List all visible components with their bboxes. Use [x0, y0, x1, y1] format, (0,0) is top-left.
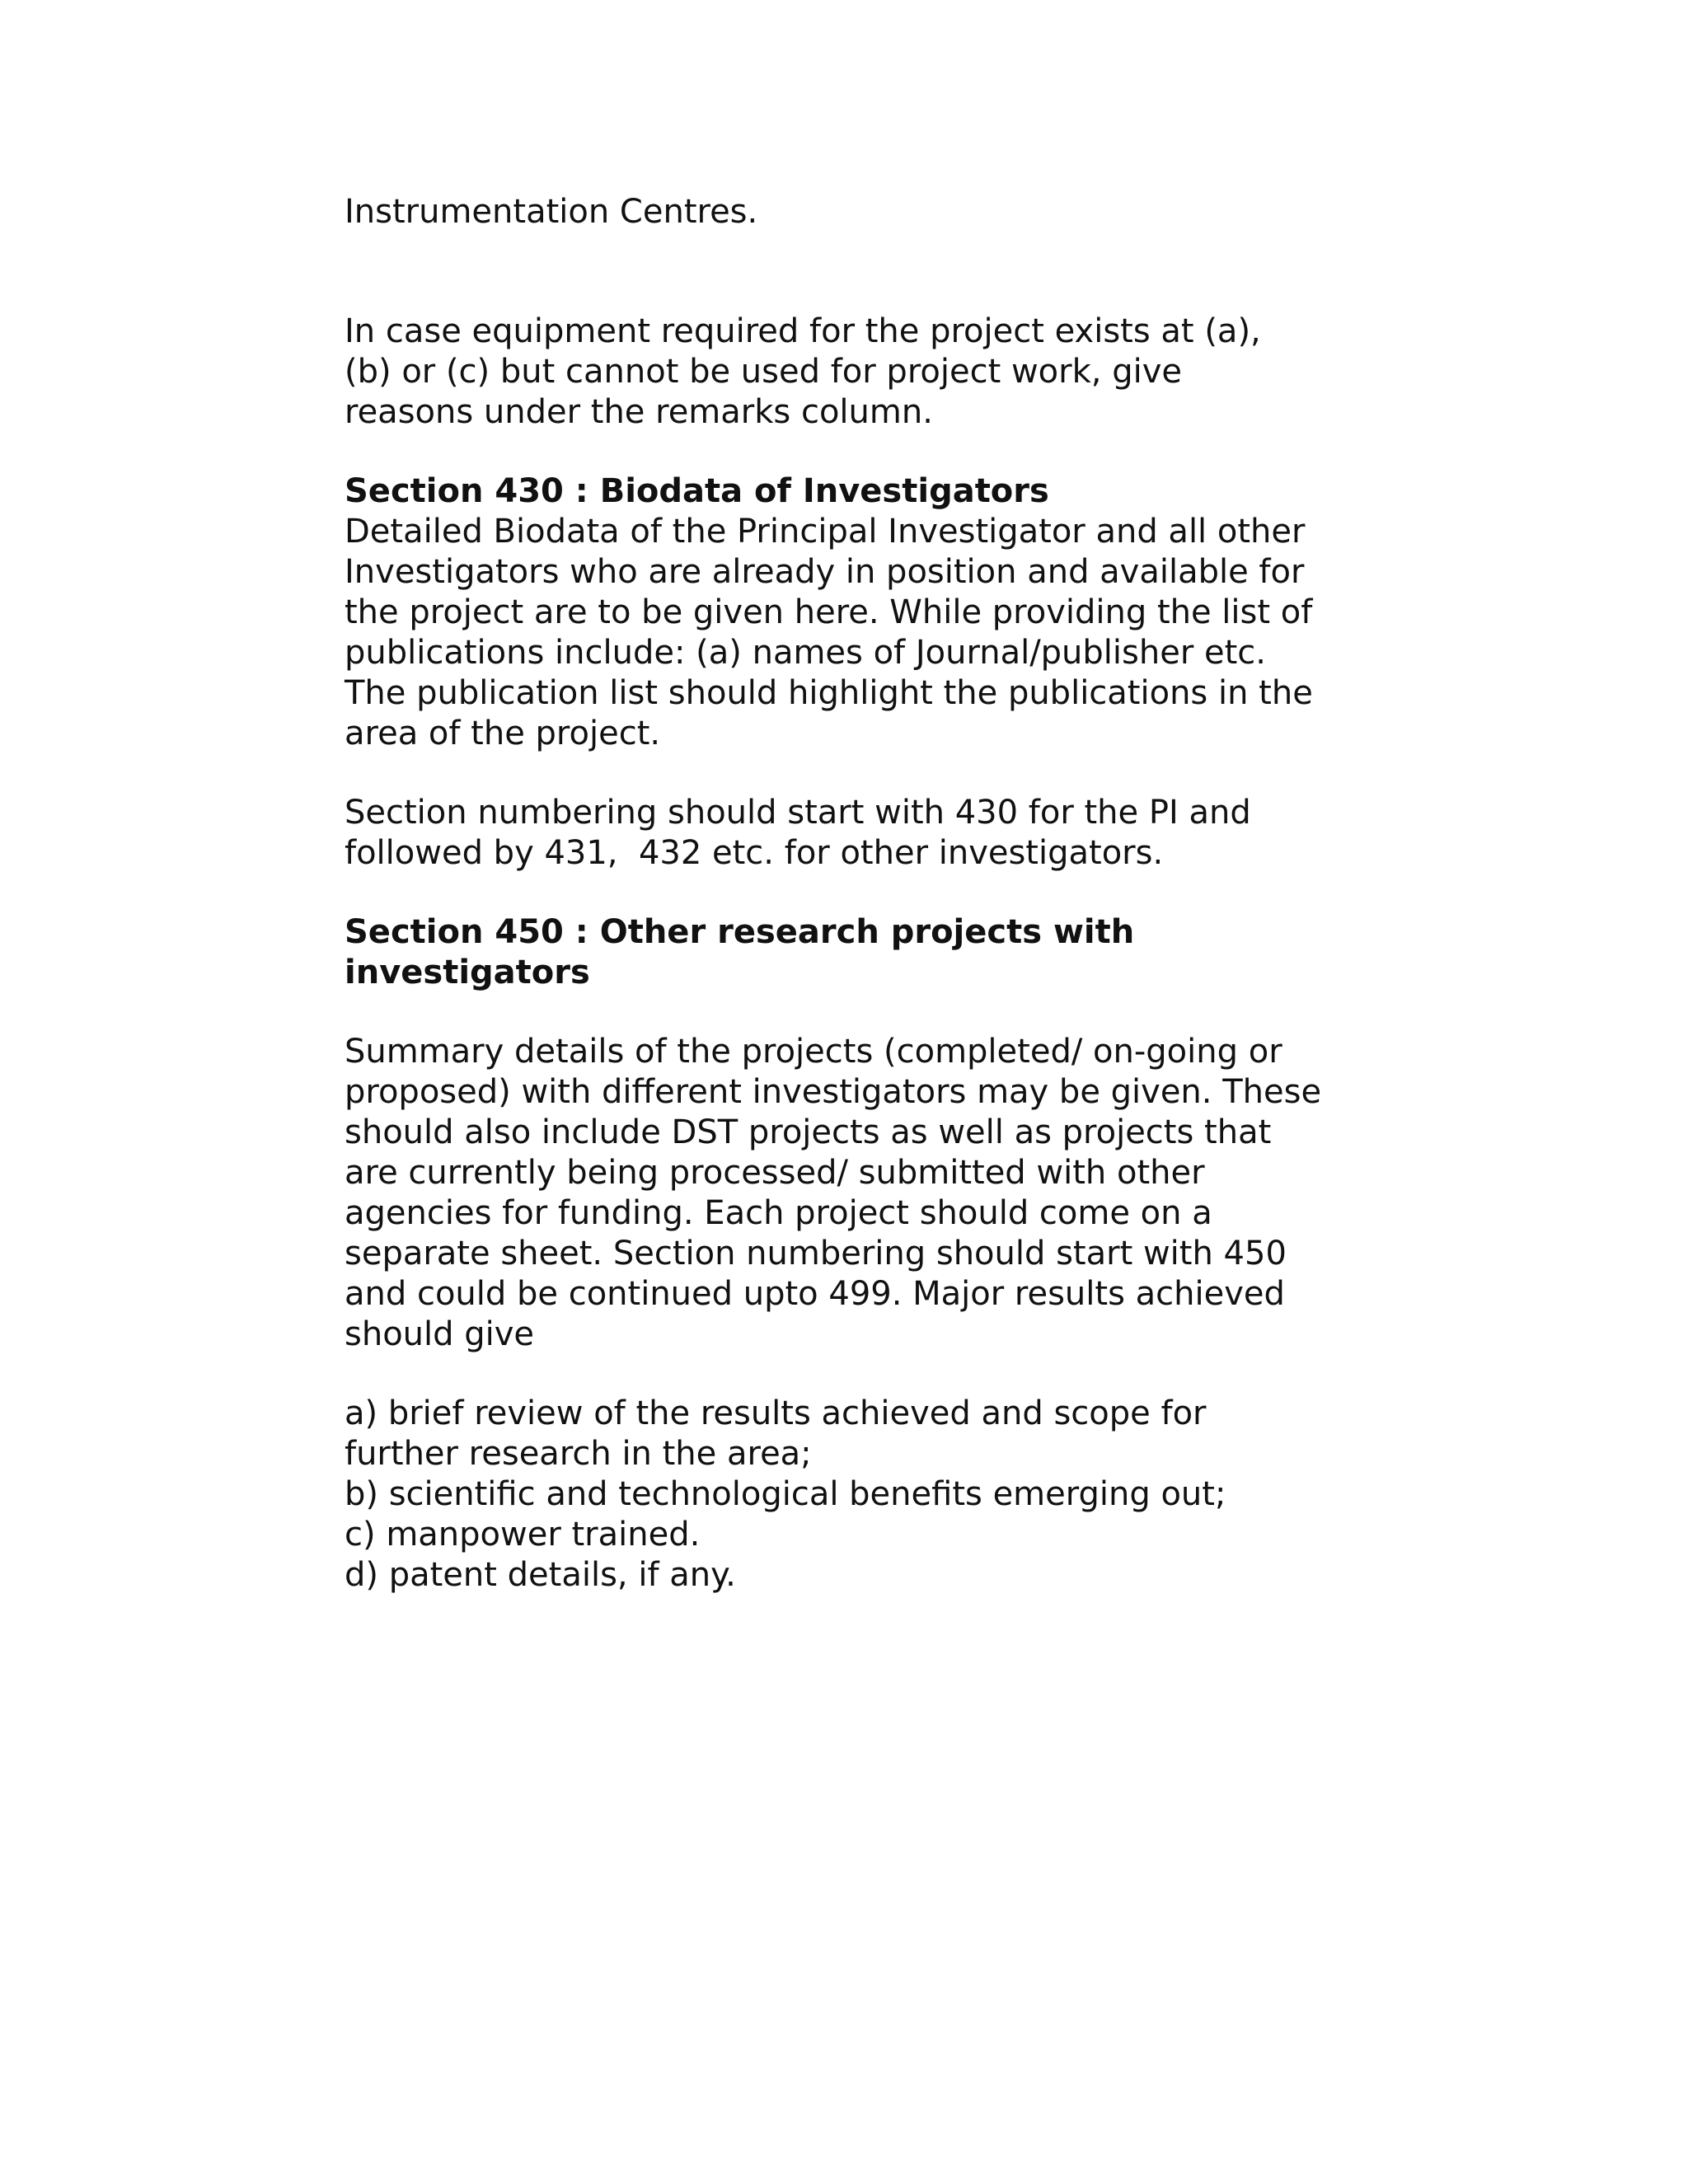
- paragraph-line: agencies for funding. Each project should come on a: [345, 1194, 1212, 1232]
- spacer: [345, 993, 1375, 1032]
- section-450-heading: investigators: [345, 954, 590, 991]
- paragraph-line: and could be continued upto 499. Major results achieved: [345, 1275, 1285, 1313]
- paragraph-line: Section numbering should start with 430 for the PI and: [345, 794, 1251, 832]
- equipment-note-paragraph: [345, 312, 1375, 433]
- paragraph-line: proposed) with different investigators may be given. These: [345, 1073, 1322, 1111]
- list-item: a) brief review of the results achieved and scope for: [345, 1394, 1207, 1432]
- paragraph-line: the project are to be given here. While providing the list of: [345, 593, 1313, 631]
- paragraph-line: are currently being processed/ submitted with other: [345, 1154, 1205, 1192]
- paragraph-line: reasons under the remarks column.: [345, 393, 933, 431]
- paragraph-line: (b) or (c) but cannot be used for project work, give: [345, 353, 1182, 391]
- paragraph-line: Detailed Biodata of the Principal Investigator and all other: [345, 513, 1306, 551]
- section-450: [345, 912, 1375, 1596]
- page-content: [345, 192, 1375, 1596]
- paragraph-line: Summary details of the projects (completed/ on-going or: [345, 1033, 1282, 1071]
- paragraph-line: publications include: (a) names of Journal/publisher etc.: [345, 634, 1266, 672]
- list-item: d) patent details, if any.: [345, 1556, 736, 1594]
- paragraph-line: Investigators who are already in position and available for: [345, 553, 1305, 591]
- paragraph-line: followed by 431, 432 etc. for other investigators.: [345, 834, 1164, 872]
- spacer: [345, 754, 1375, 793]
- paragraph-line: In case equipment required for the project exists at (a),: [345, 312, 1261, 350]
- spacer: [345, 874, 1375, 912]
- paragraph-line: should also include DST projects as well as projects that: [345, 1113, 1272, 1151]
- section-450-heading: Section 450 : Other research projects with: [345, 913, 1135, 951]
- spacer: [345, 1355, 1375, 1394]
- spacer: [345, 433, 1375, 471]
- results-list: [345, 1394, 1375, 1596]
- section-430: [345, 471, 1375, 874]
- paragraph-line: area of the project.: [345, 715, 661, 752]
- list-item: b) scientific and technological benefits emerging out;: [345, 1475, 1226, 1513]
- list-item: further research in the area;: [345, 1435, 812, 1473]
- paragraph-line: should give: [345, 1315, 535, 1353]
- paragraph-line: The publication list should highlight the publications in the: [345, 674, 1313, 712]
- paragraph-line: separate sheet. Section numbering should start with 450: [345, 1235, 1287, 1272]
- list-item: c) manpower trained.: [345, 1516, 701, 1554]
- spacer: [345, 232, 1375, 312]
- section-430-heading: Section 430 : Biodata of Investigators: [345, 472, 1049, 510]
- continuation-text: Instrumentation Centres.: [345, 193, 758, 231]
